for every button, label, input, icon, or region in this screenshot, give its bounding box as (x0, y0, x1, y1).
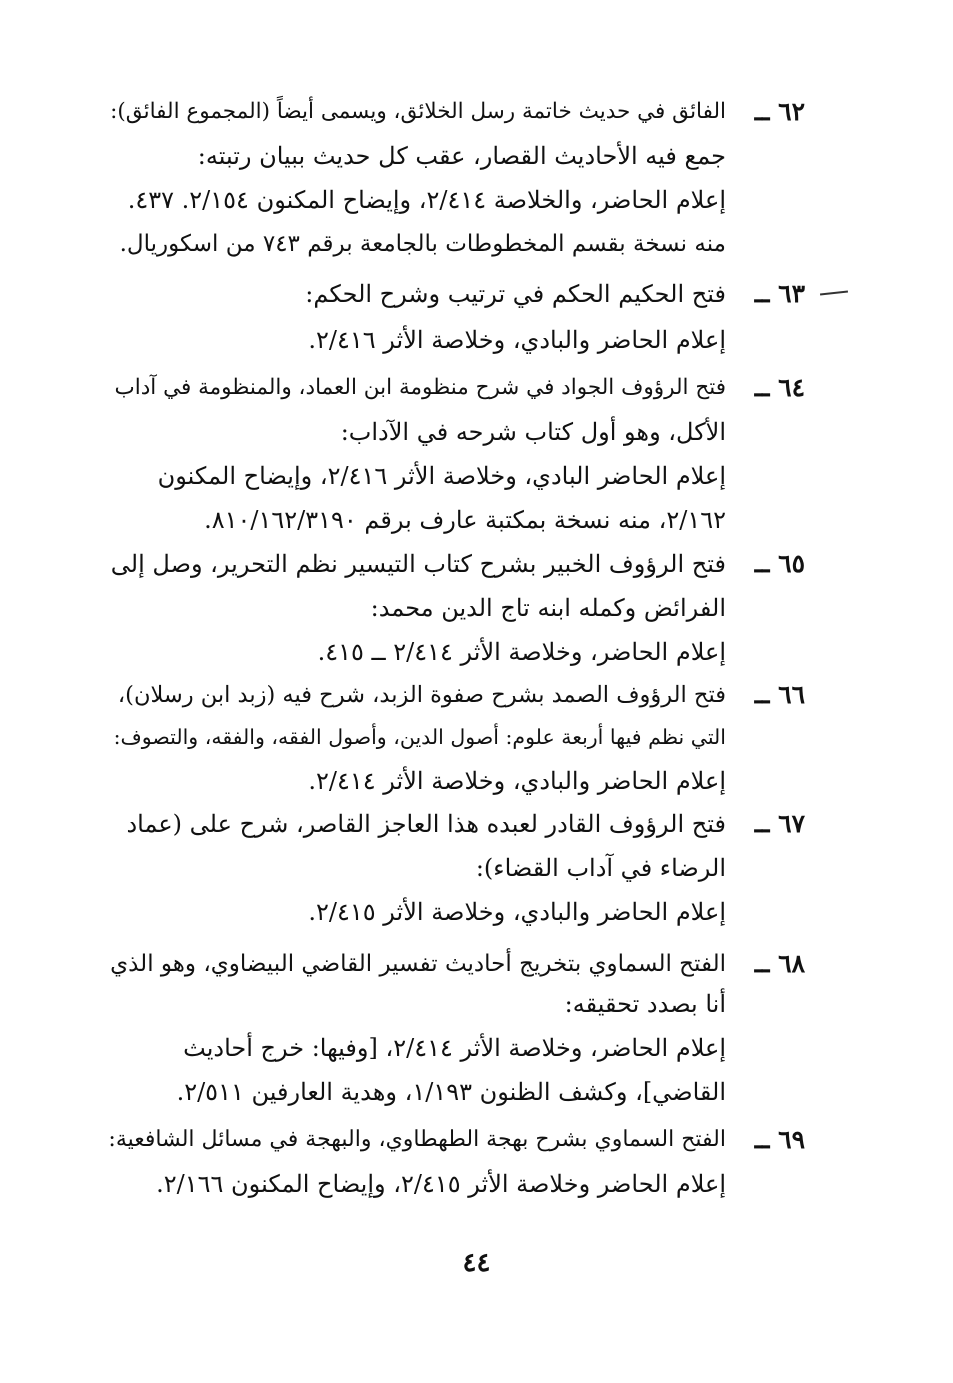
entry-title: الفتح السماوي بتخريج أحاديث تفسير القاضي البيضاوي، وهو الذي (110, 951, 726, 977)
entry-reference: إعلام الحاضر والبادي، وخلاصة الأثر ٢/٤١٦. (308, 326, 726, 354)
entry-text: التي نظم فيها أربعة علوم: أصول الدين، وأصول الفقه، والفقه، والتصوف: (113, 725, 726, 749)
entry-title: الفتح السماوي بشرح بهجة الطهطاوي، والبهجة في مسائل الشافعية: (108, 1127, 726, 1152)
entry-reference: ٢/١٦٢، منه نسخة بمكتبة عارف برقم ٨١٠/١٦٢/٣١٩٠. (204, 506, 726, 534)
entry-reference: إعلام الحاضر، وخلاصة الأثر ٢/٤١٤ ــ ٤١٥. (317, 638, 726, 666)
entry-reference: إعلام الحاضر، والخلاصة ٢/٤١٤، وإيضاح المكنون ٢/١٥٤. ٤٣٧. (127, 186, 726, 214)
entry-reference: منه نسخة بقسم المخطوطات بالجامعة برقم ٧٤٣ من اسكوريال. (119, 231, 726, 257)
entry-reference: إعلام الحاضر البادي، وخلاصة الأثر ٢/٤١٦، وإيضاح المكنون (157, 462, 726, 490)
entry-text: الرضاء في آداب القضاء): (475, 854, 726, 882)
entry-number: ٦٣ ــ (754, 279, 805, 308)
entry-number: ٦٧ ــ (754, 809, 805, 838)
entry-reference: إعلام الحاضر والبادي، وخلاصة الأثر ٢/٤١٤. (308, 767, 726, 795)
entry-title: فتح الحكيم الحكم في ترتيب وشرح الحكم: (305, 280, 726, 308)
entry-number: ٦٦ ــ (754, 680, 805, 709)
entry-text: الفرائض وكمله ابنه تاج الدين محمد: (370, 594, 726, 622)
page-number: ٤٤ (462, 1248, 491, 1278)
entry-text: جمع فيه الأحاديث القصار، عقب كل حديث ببيان رتبته: (197, 142, 726, 170)
entry-number: ٦٩ ــ (754, 1125, 805, 1154)
entry-number: ٦٢ ــ (754, 97, 805, 126)
entry-title: فتح الرؤوف الصمد بشرح صفوة الزبد، شرح فيه (زبد ابن رسلان)، (117, 682, 726, 708)
entry-title: فتح الرؤوف الخبير بشرح كتاب التيسير نظم التحرير، وصل إلى (110, 550, 726, 578)
entry-number: ٦٨ ــ (754, 949, 805, 978)
entry-title: الفائق في حديث خاتمة رسل الخلائق، ويسمى أيضاً (المجموع الفائق): (110, 99, 726, 124)
entry-text: أنا بصدد تحقيقه: (564, 990, 726, 1018)
entry-reference: إعلام الحاضر، وخلاصة الأثر ٢/٤١٤، [وفيها: خرج أحاديث (183, 1034, 726, 1062)
entry-number: ٦٤ ــ (754, 373, 805, 402)
entry-text: الأكل، وهو أول كتاب شرحه في الآداب: (340, 418, 726, 446)
entry-reference: إعلام الحاضر والبادي، وخلاصة الأثر ٢/٤١٥. (308, 898, 726, 926)
entry-reference: القاضي]، وكشف الظنون ١/١٩٣، وهدية العارفين ٢/٥١١. (176, 1078, 726, 1106)
margin-mark (820, 291, 848, 296)
entry-title: فتح الرؤوف الجواد في شرح منظومة ابن العماد، والمنظومة في آداب (114, 375, 726, 400)
entry-reference: إعلام الحاضر وخلاصة الأثر ٢/٤١٥، وإيضاح المكنون ٢/١٦٦. (156, 1170, 726, 1198)
entry-title: فتح الرؤوف القادر لعبده هذا العاجز القاصر، شرح على (عماد (126, 810, 726, 838)
entry-number: ٦٥ ــ (754, 549, 805, 578)
